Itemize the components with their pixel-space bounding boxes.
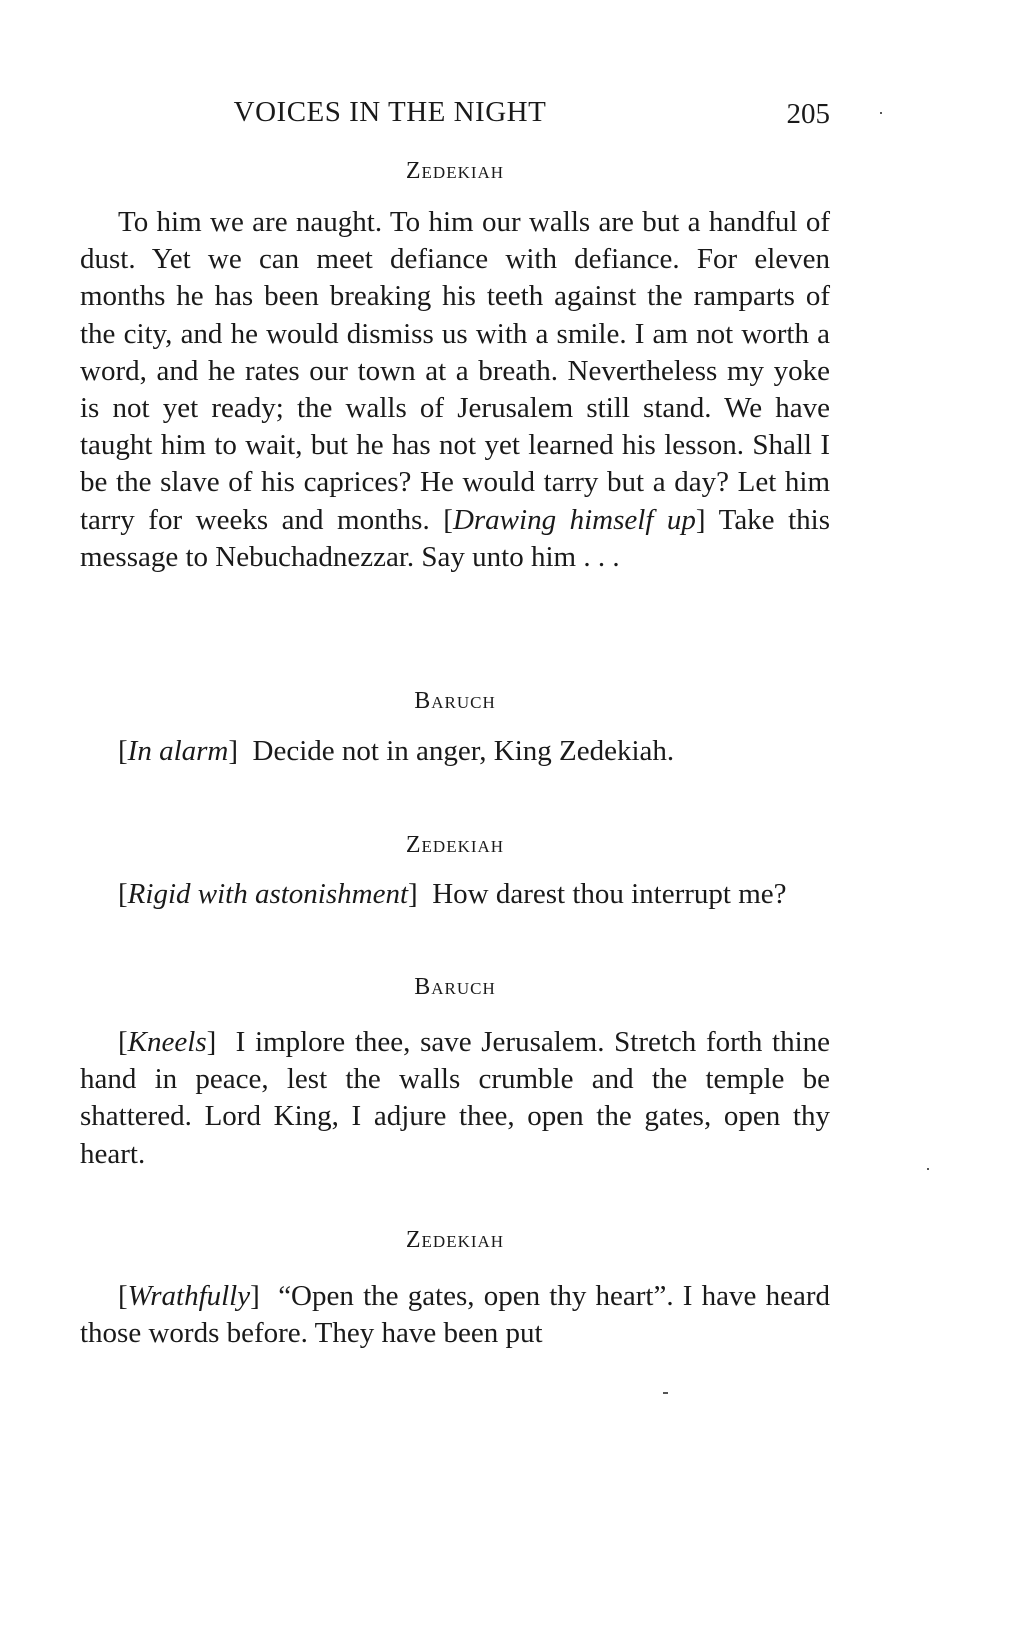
speech-paragraph (80, 733, 830, 770)
stage-bracket-open: [ (118, 878, 128, 910)
stage-direction: Rigid with astonishment (127, 878, 409, 910)
speech-text: Take this message to Nebuchadnezzar. Say unto him . . . (80, 503, 830, 573)
speaker-name: Zedekiah (405, 158, 505, 184)
speech-text: How darest thou interrupt me? (432, 878, 787, 910)
stage-bracket-open: [ (118, 735, 128, 767)
paper-speck (880, 112, 882, 114)
speech-paragraph (80, 204, 830, 576)
speech-text: “Open the gates, open thy heart”. I have heard those words before. They have been put (80, 1280, 830, 1350)
speech-text: Decide not in anger, King Zedekiah. (252, 735, 675, 767)
running-head (80, 92, 830, 132)
stage-bracket-open: [ (118, 1026, 128, 1058)
speech-paragraph (80, 1278, 830, 1352)
speech-paragraph (80, 876, 830, 913)
paper-speck (663, 1392, 668, 1394)
stage-bracket-close: ] (695, 503, 706, 536)
stage-bracket-close: ] (206, 1026, 217, 1058)
stage-direction: In alarm (127, 735, 229, 767)
stage-bracket-close: ] (250, 1280, 260, 1312)
paper-speck (927, 1168, 929, 1170)
speaker-name: Zedekiah (405, 1227, 505, 1253)
stage-direction: Wrathfully (127, 1280, 251, 1312)
speaker-name: Baruch (414, 974, 496, 1000)
page-number: 205 (786, 98, 830, 130)
stage-direction: Kneels (127, 1026, 207, 1058)
stage-bracket-close: ] (408, 878, 418, 910)
speech-text: I implore thee, save Jerusalem. Stretch forth thine hand in peace, lest the walls crumble and the temple be shattered. Lord King, I adjure thee, open the gates, open thy heart. (80, 1026, 831, 1170)
stage-direction: Drawing himself up (452, 503, 696, 536)
stage-bracket-close: ] (228, 735, 239, 767)
speaker-name: Baruch (414, 688, 496, 714)
running-title: VOICES IN THE NIGHT (233, 96, 547, 128)
speech-text: To him we are naught. To him our walls are but a handful of dust. Yet we can meet defiance with defiance. For eleven months he has been breaking his teeth against the ramparts of the city, and he would dismiss us with a smile. I am not worth a word, and he rates our town at a breath. Nevertheless my yoke is not yet ready; the walls of Jerusalem still stand. We have taught him to wait, but he has not yet learned his lesson. Shall I be the slave of his caprices? He would tarry but a day? Let him tarry for weeks and months. (80, 206, 830, 536)
speaker-name: Zedekiah (405, 832, 505, 858)
speech-paragraph (80, 1024, 830, 1173)
stage-bracket-open: [ (118, 1280, 128, 1312)
stage-bracket-open: [ (443, 503, 453, 536)
